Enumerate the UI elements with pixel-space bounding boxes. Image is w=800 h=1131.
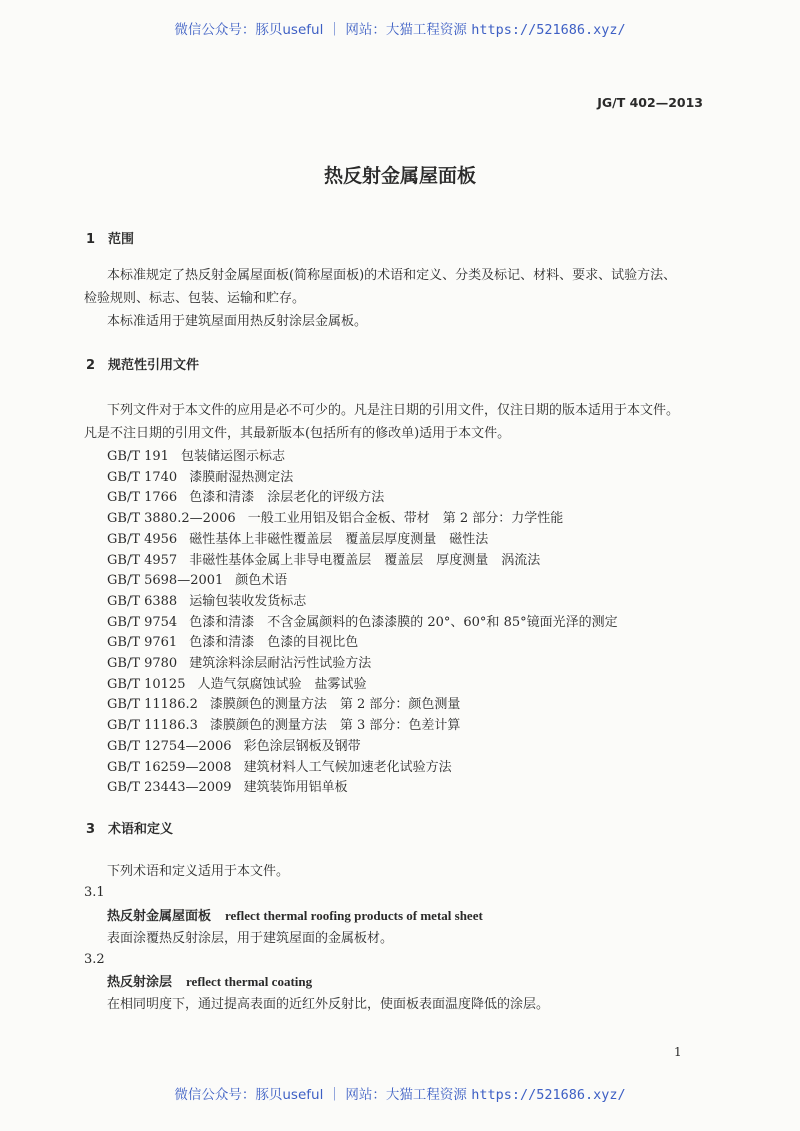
reference-title: 建筑装饰用铝单板 — [243, 780, 348, 796]
paragraph: 检验规则、标志、包装、运输和贮存。 — [84, 291, 306, 306]
reference-code: GB/T 4957 — [107, 552, 178, 568]
reference-item — [107, 615, 618, 631]
term-entry — [107, 974, 312, 991]
term-definition: 在相同明度下，通过提高表面的近红外反射比，使面板表面温度降低的涂层。 — [107, 997, 550, 1012]
page-title: 热反射金属屋面板 — [323, 165, 476, 187]
reference-item — [107, 760, 452, 776]
reference-item — [107, 780, 348, 796]
paragraph: 下列文件对于本文件的应用是必不可少的。凡是注日期的引用文件，仅注日期的版本适用于本文件。 — [107, 403, 680, 418]
reference-code: GB/T 16259—2008 — [107, 759, 232, 775]
term-definition: 表面涂覆热反射涂层，用于建筑屋面的金属板材。 — [107, 931, 394, 946]
reference-title: 颜色术语 — [235, 573, 288, 589]
reference-item — [107, 573, 287, 589]
watermark-footer — [0, 1083, 800, 1103]
reference-item — [107, 470, 293, 486]
term-en: reflect thermal coating — [186, 974, 313, 989]
watermark-link[interactable]: https://521686.xyz/ — [471, 22, 626, 38]
reference-code: GB/T 9754 — [107, 614, 178, 630]
term-zh: 热反射涂层 — [107, 975, 173, 990]
paragraph: 下列术语和定义适用于本文件。 — [107, 864, 290, 879]
reference-code: GB/T 9761 — [107, 635, 178, 651]
reference-title: 彩色涂层钢板及钢带 — [243, 738, 361, 754]
reference-title: 色漆和清漆 不含金属颜料的色漆漆膜的 20°、60°和 85°镜面光泽的测定 — [189, 614, 618, 630]
reference-title: 色漆和清漆 涂层老化的评级方法 — [189, 490, 385, 506]
reference-item — [107, 449, 285, 465]
reference-title: 建筑材料人工气候加速老化试验方法 — [243, 759, 452, 775]
reference-code: GB/T 11186.2 — [107, 697, 198, 713]
reference-item — [107, 656, 371, 672]
term-zh: 热反射金属屋面板 — [107, 909, 212, 924]
watermark-link[interactable]: https://521686.xyz/ — [471, 1087, 626, 1103]
reference-item — [107, 490, 384, 506]
watermark-text: 微信公众号：豚贝useful ｜ 网站：大猫工程资源 — [174, 22, 472, 38]
reference-title: 运输包装收发货标志 — [189, 593, 307, 609]
reference-title: 建筑涂料涂层耐沾污性试验方法 — [189, 656, 372, 671]
reference-code: GB/T 11186.3 — [107, 718, 198, 734]
reference-code: GB/T 191 — [107, 449, 169, 464]
reference-item — [107, 594, 306, 610]
section-2-heading: 2 规范性引用文件 — [86, 358, 200, 373]
term-number: 3.2 — [84, 952, 105, 967]
reference-code: GB/T 3880.2—2006 — [107, 511, 236, 527]
reference-item — [107, 739, 361, 755]
reference-code: GB/T 1740 — [107, 469, 178, 485]
reference-title: 一般工业用铝及铝合金板、带材 第 2 部分：力学性能 — [247, 511, 564, 527]
reference-code: GB/T 23443—2009 — [107, 780, 232, 796]
reference-title: 磁性基体上非磁性覆盖层 覆盖层厚度测量 磁性法 — [189, 531, 489, 547]
reference-code: GB/T 4956 — [107, 531, 178, 547]
reference-code: GB/T 10125 — [107, 676, 186, 692]
reference-item — [107, 511, 563, 527]
paragraph: 凡是不注日期的引用文件，其最新版本(包括所有的修改单)适用于本文件。 — [84, 426, 511, 441]
reference-item — [107, 677, 367, 693]
reference-code: GB/T 12754—2006 — [107, 738, 232, 754]
section-1-heading: 1 范围 — [86, 232, 135, 247]
reference-code: GB/T 6388 — [107, 593, 178, 609]
reference-code: GB/T 9780 — [107, 656, 178, 671]
reference-item — [107, 718, 460, 734]
reference-title: 色漆和清漆 色漆的目视比色 — [189, 635, 359, 651]
reference-item — [107, 553, 540, 569]
paragraph: 本标准适用于建筑屋面用热反射涂层金属板。 — [107, 314, 368, 329]
page-number: 1 — [674, 1045, 682, 1059]
reference-item — [107, 532, 488, 548]
reference-code: GB/T 5698—2001 — [107, 573, 224, 589]
term-entry — [107, 908, 483, 925]
section-3-heading: 3 术语和定义 — [86, 822, 174, 837]
reference-title: 人造气氛腐蚀试验 盐雾试验 — [197, 676, 367, 692]
reference-title: 漆膜颜色的测量方法 第 3 部分：色差计算 — [209, 718, 461, 734]
reference-title: 包装储运图示标志 — [180, 449, 285, 464]
watermark-text: 微信公众号：豚贝useful ｜ 网站：大猫工程资源 — [174, 1087, 472, 1103]
standard-code: JG/T 402—2013 — [597, 95, 703, 110]
term-number: 3.1 — [84, 885, 105, 900]
term-en: reflect thermal roofing products of metal sheet — [225, 908, 483, 923]
reference-item — [107, 697, 460, 713]
reference-title: 非磁性基体金属上非导电覆盖层 覆盖层 厚度测量 涡流法 — [189, 552, 541, 568]
reference-title: 漆膜耐湿热测定法 — [189, 469, 294, 485]
reference-item — [107, 635, 358, 651]
reference-code: GB/T 1766 — [107, 490, 178, 506]
watermark-header — [0, 18, 800, 38]
paragraph: 本标准规定了热反射金属屋面板(简称屋面板)的术语和定义、分类及标记、材料、要求、试验方法、 — [107, 268, 677, 283]
reference-title: 漆膜颜色的测量方法 第 2 部分：颜色测量 — [209, 697, 461, 713]
